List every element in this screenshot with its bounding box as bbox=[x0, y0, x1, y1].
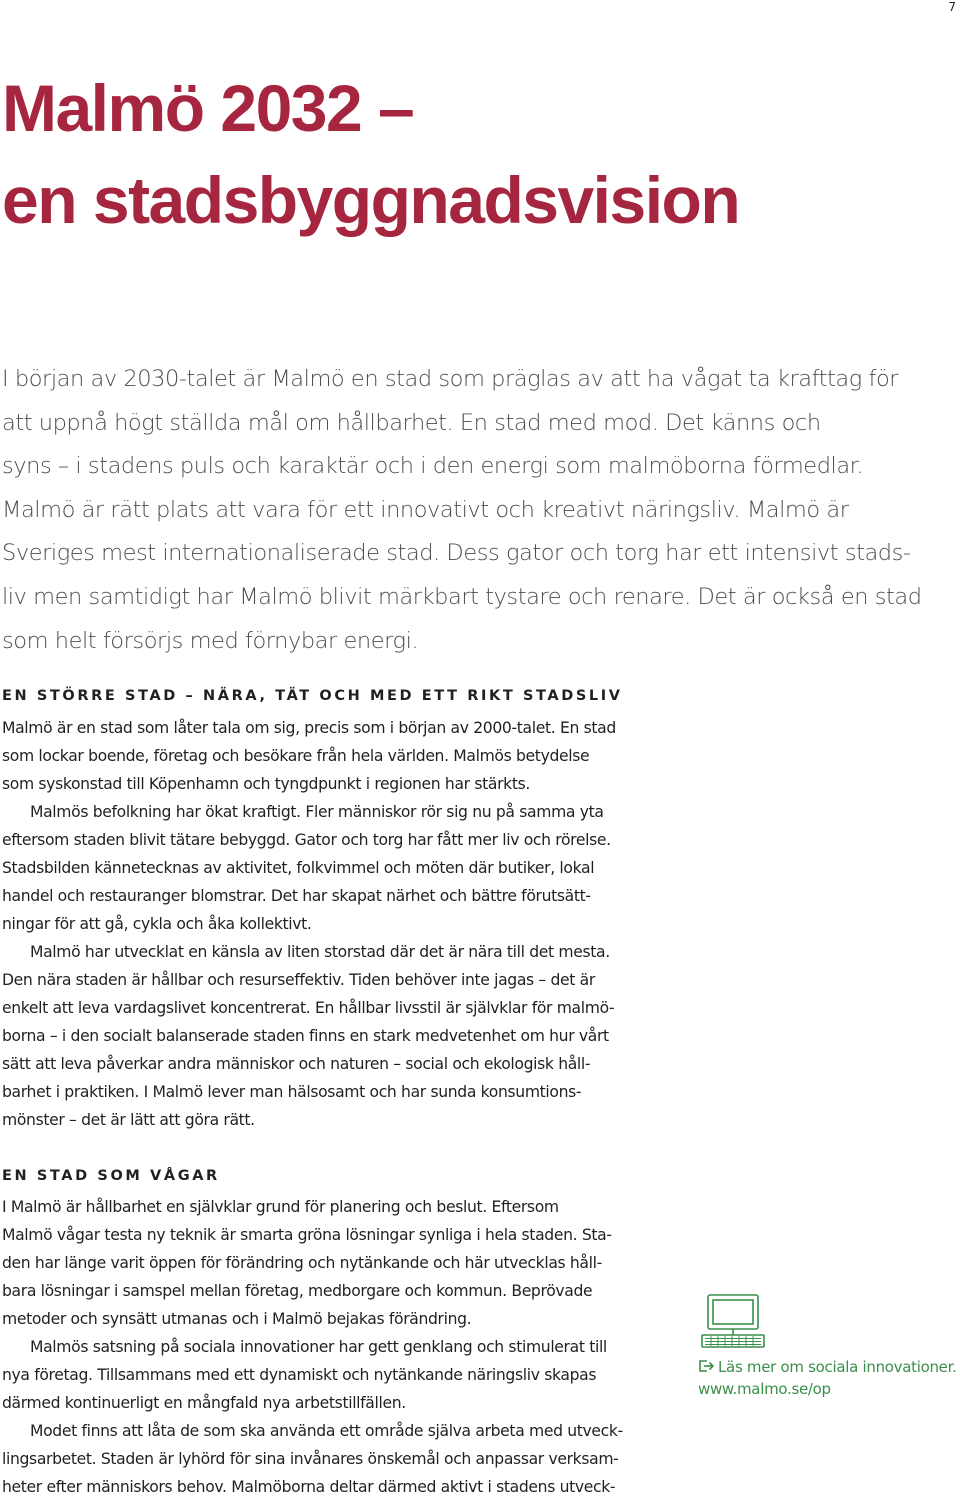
lead-paragraph bbox=[2, 358, 960, 663]
section-body-stad-som-vagar bbox=[2, 1193, 692, 1501]
body-line: därmed kontinuerligt en mångfald nya arbetstillfällen. bbox=[2, 1394, 406, 1412]
section-body-storre-stad bbox=[2, 714, 692, 1134]
body-line: ningar för att gå, cykla och åka kollektivt. bbox=[2, 915, 312, 933]
section-heading-stad-som-vagar: EN STAD SOM VÅGAR bbox=[2, 1168, 220, 1184]
read-more-link[interactable] bbox=[698, 1356, 960, 1378]
read-more-url[interactable]: www.malmo.se/op bbox=[698, 1380, 831, 1398]
lead-line: Malmö är rätt plats att vara för ett innovativt och kreativt näringsliv. Malmö är bbox=[2, 496, 849, 523]
lead-line: Sveriges mest internationaliserade stad. Dess gator och torg har ett intensivt stads- bbox=[2, 540, 911, 567]
lead-line: som helt försörjs med förnybar energi. bbox=[2, 627, 419, 654]
body-line: metoder och synsätt utmanas och i Malmö bejakas förändring. bbox=[2, 1310, 472, 1328]
computer-icon bbox=[698, 1292, 768, 1352]
body-line: barhet i praktiken. I Malmö lever man hälsosamt och har sunda konsumtions- bbox=[2, 1083, 582, 1101]
lead-line: I början av 2030-talet är Malmö en stad som präglas av att ha vågat ta krafttag för bbox=[2, 366, 899, 392]
body-line: lingsarbetet. Staden är lyhörd för sina invånares önskemål och anpassar verksam- bbox=[2, 1450, 619, 1468]
lead-line: att uppnå högt ställda mål om hållbarhet. En stad med mod. Det känns och bbox=[2, 409, 821, 436]
body-line: heter efter människors behov. Malmöborna deltar därmed aktivt i stadens utveck- bbox=[2, 1478, 616, 1496]
body-line: Stadsbilden kännetecknas av aktivitet, folkvimmel och möten där butiker, lokal bbox=[2, 859, 595, 877]
body-line: Malmö är en stad som låter tala om sig, precis som i början av 2000-talet. En stad bbox=[2, 719, 616, 737]
body-line: borna – i den socialt balanserade staden finns en stark medvetenhet om hur vårt bbox=[2, 1027, 609, 1045]
body-line: mönster – det är lätt att göra rätt. bbox=[2, 1111, 255, 1129]
section-heading-storre-stad: EN STÖRRE STAD – NÄRA, TÄT OCH MED ETT RIKT STADSLIV bbox=[2, 688, 623, 704]
body-line: Modet finns att låta de som ska använda ett område själva arbeta med utveck- bbox=[30, 1422, 623, 1440]
lead-line: syns – i stadens puls och karaktär och i den energi som malmöborna förmedlar. bbox=[2, 453, 864, 480]
body-line: bara lösningar i samspel mellan företag, medborgare och kommun. Beprövade bbox=[2, 1282, 593, 1300]
body-line: den har länge varit öppen för förändring och nytänkande och här utvecklas håll- bbox=[2, 1254, 602, 1272]
body-line: eftersom staden blivit tätare bebyggd. Gator och torg har fått mer liv och rörelse. bbox=[2, 831, 611, 849]
read-more-text: Läs mer om sociala innovationer. bbox=[718, 1358, 957, 1376]
page-title bbox=[2, 62, 739, 246]
body-line: nya företag. Tillsammans med ett dynamiskt och nytänkande näringsliv skapas bbox=[2, 1366, 597, 1384]
body-line: som lockar boende, företag och besökare från hela världen. Malmös betydelse bbox=[2, 747, 590, 765]
page-number: 7 bbox=[948, 0, 956, 14]
body-line: Malmö har utvecklat en känsla av liten storstad där det är nära till det mesta. bbox=[30, 943, 610, 961]
body-line: Malmös satsning på sociala innovationer har gett genklang och stimulerat till bbox=[30, 1338, 607, 1356]
body-line: Den nära staden är hållbar och resurseffektiv. Tiden behöver inte jagas – det är bbox=[2, 971, 595, 989]
title-line-2: en stadsbyggnadsvision bbox=[2, 163, 740, 237]
body-line: enkelt att leva vardagslivet koncentrerat. En hållbar livsstil är självklar för malmö- bbox=[2, 999, 615, 1017]
body-line: I Malmö är hållbarhet en självklar grund för planering och beslut. Eftersom bbox=[2, 1198, 559, 1216]
sidebar-note bbox=[698, 1292, 960, 1400]
title-line-1: Malmö 2032 – bbox=[2, 71, 414, 145]
body-line: Malmö vågar testa ny teknik är smarta gröna lösningar synliga i hela staden. Sta- bbox=[2, 1226, 612, 1244]
arrow-link-icon bbox=[698, 1359, 714, 1373]
lead-line: liv men samtidigt har Malmö blivit märkbart tystare och renare. Det är också en stad bbox=[2, 583, 922, 610]
body-line: sätt att leva påverkar andra människor och naturen – social och ekologisk håll- bbox=[2, 1055, 591, 1073]
body-line: Malmös befolkning har ökat kraftigt. Fler människor rör sig nu på samma yta bbox=[30, 803, 604, 821]
body-line: som syskonstad till Köpenhamn och tyngdpunkt i regionen har stärkts. bbox=[2, 775, 530, 793]
body-line: handel och restauranger blomstrar. Det har skapat närhet och bättre förutsätt- bbox=[2, 887, 591, 905]
